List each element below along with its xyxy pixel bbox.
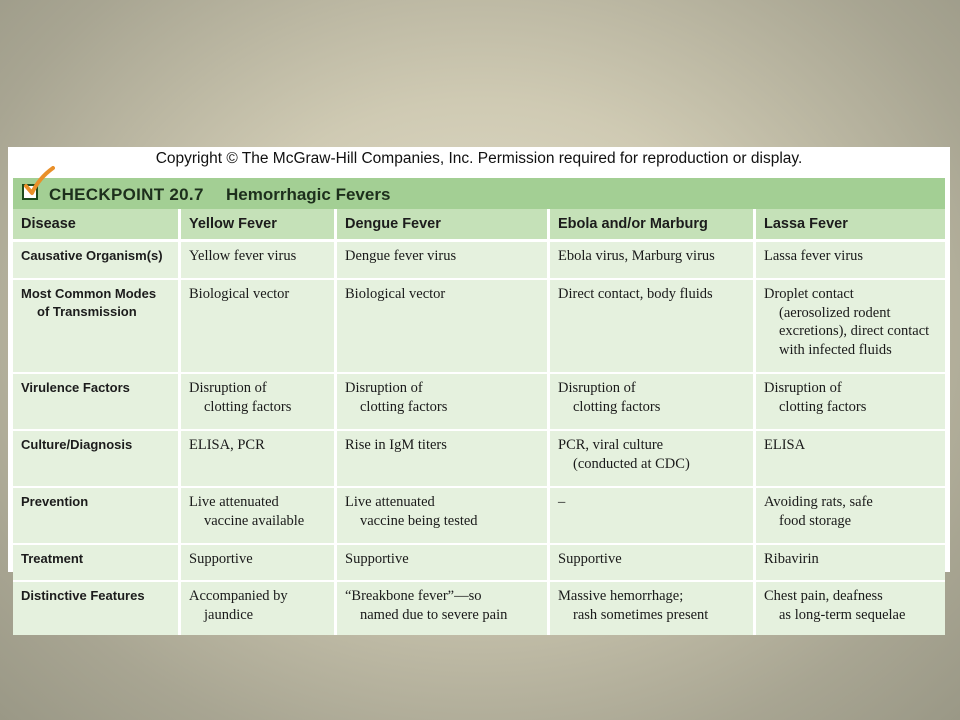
table-cell — [337, 429, 550, 486]
table-row — [13, 372, 945, 429]
cell-line: as long-term sequelae — [779, 606, 906, 623]
cell-line: Ebola virus, Marburg virus — [558, 248, 715, 264]
table-cell — [550, 486, 756, 543]
cell-line: – — [558, 494, 566, 510]
table-row — [13, 486, 945, 543]
table-row — [13, 580, 945, 635]
cell-line: ELISA, PCR — [189, 437, 265, 453]
cell-line: Biological vector — [345, 286, 446, 302]
table-cell — [756, 372, 945, 429]
row-header-line: Most Common Modes — [21, 286, 157, 301]
table-cell — [756, 242, 945, 278]
table-row — [13, 543, 945, 580]
table-cell — [181, 242, 337, 278]
cell-line: Lassa fever virus — [764, 248, 864, 264]
table-cell — [181, 372, 337, 429]
table-cell — [756, 278, 945, 372]
cell-line: clotting factors — [360, 398, 448, 415]
cell-line: with infected fluids — [779, 341, 892, 358]
cell-line: (conducted at CDC) — [573, 455, 690, 472]
hemorrhagic-fevers-table — [13, 209, 945, 635]
table-body — [13, 242, 945, 635]
table-cell — [756, 429, 945, 486]
cell-line: Live attenuated — [345, 494, 435, 510]
cell-line: Supportive — [345, 551, 409, 567]
table-cell — [550, 580, 756, 635]
cell-line: jaundice — [204, 606, 254, 623]
checkpoint-banner — [13, 178, 945, 209]
cell-line: (aerosolized rodent — [779, 304, 891, 321]
cell-line: vaccine available — [204, 512, 305, 529]
cell-line: Live attenuated — [189, 494, 279, 510]
table-cell — [337, 372, 550, 429]
slide — [8, 147, 950, 623]
cell-line: Supportive — [558, 551, 622, 567]
row-header-line: Causative Organism(s) — [21, 248, 163, 263]
cell-line: Disruption of — [345, 380, 423, 396]
column-header: Dengue Fever — [337, 209, 550, 242]
cell-line: Chest pain, deafness — [764, 588, 883, 604]
table-cell — [181, 429, 337, 486]
table-cell — [181, 543, 337, 580]
row-header-line: Prevention — [21, 494, 89, 509]
row-header — [13, 429, 181, 486]
table-cell — [550, 242, 756, 278]
row-header-line: Treatment — [21, 551, 84, 566]
table-cell — [337, 580, 550, 635]
cell-line: named due to severe pain — [360, 606, 508, 623]
table-cell — [550, 278, 756, 372]
row-header — [13, 580, 181, 635]
cell-line: Disruption of — [558, 380, 636, 396]
cell-line: excretions), direct contact — [779, 323, 930, 339]
row-header-line: Distinctive Features — [21, 588, 145, 603]
cell-line: Biological vector — [189, 286, 290, 302]
row-header — [13, 242, 181, 278]
table-cell — [337, 486, 550, 543]
cell-line: clotting factors — [204, 398, 292, 415]
cell-line: “Breakbone fever”—so — [345, 588, 482, 604]
table-cell — [756, 543, 945, 580]
column-header: Ebola and/or Marburg — [550, 209, 756, 242]
checkpoint-label: CHECKPOINT 20.7 — [49, 185, 204, 204]
table-cell — [756, 486, 945, 543]
row-header-line: Virulence Factors — [21, 380, 130, 395]
table-cell — [550, 372, 756, 429]
column-header: Yellow Fever — [181, 209, 337, 242]
cell-line: PCR, viral culture — [558, 437, 664, 453]
table-cell — [756, 580, 945, 635]
table-cell — [337, 543, 550, 580]
table-title: Hemorrhagic Fevers — [226, 185, 391, 204]
cell-line: Avoiding rats, safe — [764, 494, 873, 510]
cell-line: rash sometimes present — [573, 606, 709, 623]
copyright-notice: Copyright © The McGraw-Hill Companies, Inc. Permission required for reproduction or display. — [155, 150, 803, 167]
cell-line: Disruption of — [764, 380, 842, 396]
table-cell — [181, 278, 337, 372]
header-row — [13, 209, 945, 242]
table-area — [13, 209, 945, 623]
row-header — [13, 543, 181, 580]
cell-line: Massive hemorrhage; — [558, 588, 684, 604]
row-header — [13, 372, 181, 429]
row-header — [13, 486, 181, 543]
cell-line: Accompanied by — [189, 588, 288, 604]
cell-line: Droplet contact — [764, 286, 854, 302]
row-header-line: Culture/Diagnosis — [21, 437, 133, 452]
cell-line: ELISA — [764, 437, 806, 453]
cell-line: clotting factors — [779, 398, 867, 415]
cell-line: Rise in IgM titers — [345, 437, 447, 453]
table-cell — [337, 278, 550, 372]
cell-line: vaccine being tested — [360, 512, 478, 529]
cell-line: Dengue fever virus — [345, 248, 457, 264]
cell-line: Direct contact, body fluids — [558, 286, 713, 302]
table-cell — [550, 543, 756, 580]
cell-line: Supportive — [189, 551, 253, 567]
table-cell — [181, 486, 337, 543]
column-header: Lassa Fever — [756, 209, 945, 242]
row-header — [13, 278, 181, 372]
table-cell — [550, 429, 756, 486]
row-header-line: of Transmission — [37, 304, 137, 319]
cell-line: Yellow fever virus — [189, 248, 297, 264]
table-row — [13, 278, 945, 372]
table-cell — [337, 242, 550, 278]
cell-line: food storage — [779, 512, 852, 529]
cell-line: Ribavirin — [764, 551, 819, 567]
table-row — [13, 242, 945, 278]
column-header: Disease — [13, 209, 181, 242]
cell-line: clotting factors — [573, 398, 661, 415]
cell-line: Disruption of — [189, 380, 267, 396]
table-row — [13, 429, 945, 486]
table-cell — [181, 580, 337, 635]
